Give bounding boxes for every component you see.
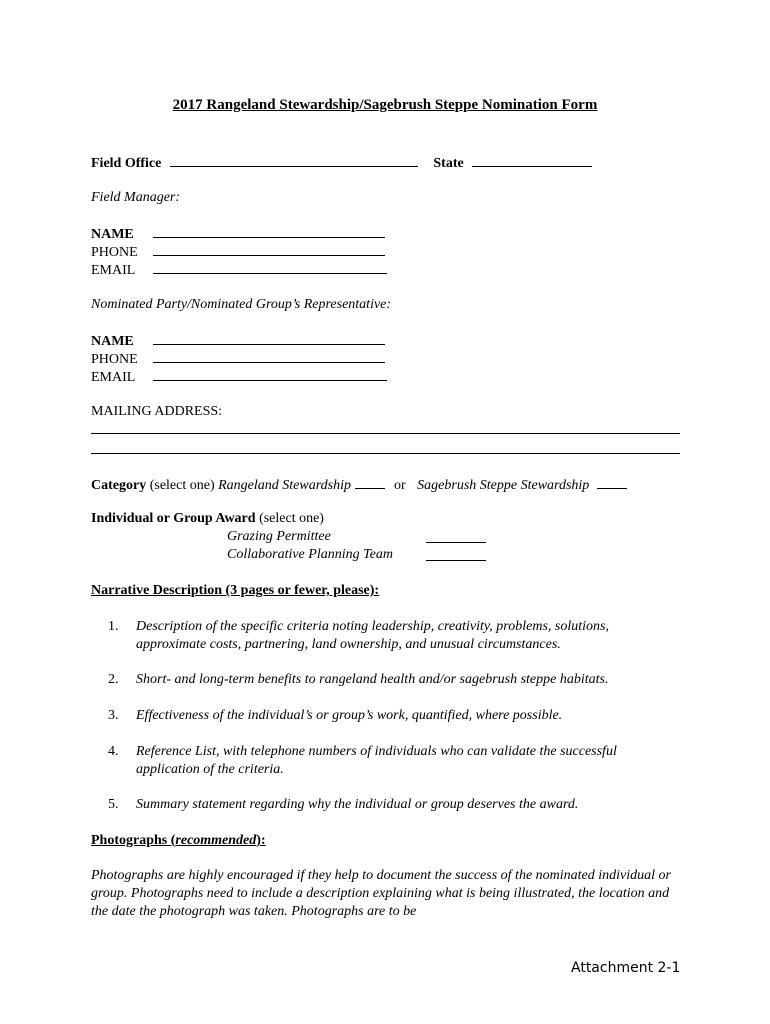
field-office-input[interactable] (170, 153, 418, 167)
photographs-heading-prefix: Photographs ( (91, 833, 176, 848)
nom-phone-input[interactable] (153, 349, 385, 363)
field-office-label: Field Office (91, 156, 162, 171)
state-input[interactable] (472, 153, 592, 167)
award-grazing-input[interactable] (426, 529, 486, 543)
category-rangeland-input[interactable] (355, 475, 385, 489)
narrative-item-number: 3. (108, 708, 119, 723)
narrative-item-number: 1. (108, 619, 119, 634)
narrative-item (108, 743, 668, 779)
fm-phone-input[interactable] (153, 242, 385, 256)
fm-phone-label: PHONE (91, 245, 138, 260)
narrative-item (108, 671, 668, 689)
fm-name-row (91, 224, 385, 244)
narrative-item-number: 2. (108, 672, 119, 687)
nom-email-row (91, 367, 387, 387)
photographs-paragraph: Photographs are highly encouraged if they help to document the success of the nominated individual or group. Photographs need to include a description explaining what is being illustrated, the location and the date the photograph was taken. Photographs are to be (91, 868, 671, 919)
photographs-heading-suffix: ): (256, 833, 266, 848)
field-manager-heading: Field Manager: (91, 190, 181, 205)
fm-name-input[interactable] (153, 224, 385, 238)
nom-name-input[interactable] (153, 331, 385, 345)
narrative-item (108, 796, 668, 814)
attachment-footer: Attachment 2-1 (571, 960, 681, 976)
narrative-item (108, 618, 668, 654)
category-option-sagebrush: Sagebrush Steppe Stewardship (417, 478, 590, 493)
nominee-heading: Nominated Party/Nominated Group’s Representative: (91, 297, 392, 312)
field-office-row (91, 153, 592, 173)
fm-email-row (91, 260, 387, 280)
fm-email-input[interactable] (153, 260, 387, 274)
mailing-address-label: MAILING ADDRESS: (91, 404, 223, 419)
nom-name-row (91, 331, 385, 351)
narrative-item-text: Description of the specific criteria noting leadership, creativity, problems, solutions, approximate costs, partnering, land ownership, and unusual circumstances. (136, 619, 609, 652)
nom-name-label: NAME (91, 334, 134, 349)
category-label: Category (91, 478, 147, 493)
award-hint: (select one) (259, 511, 324, 526)
nom-email-input[interactable] (153, 367, 387, 381)
narrative-heading: Narrative Description (3 pages or fewer, please): (91, 583, 380, 598)
photographs-heading (91, 832, 266, 850)
category-or: or (394, 478, 406, 493)
category-hint: (select one) (149, 478, 215, 493)
narrative-item-text: Reference List, with telephone numbers of individuals who can validate the successful application of the criteria. (136, 744, 617, 777)
narrative-item-text: Effectiveness of the individual’s or group’s work, quantified, where possible. (136, 708, 563, 723)
state-label: State (433, 156, 464, 171)
fm-email-label: EMAIL (91, 263, 136, 278)
fm-phone-row (91, 242, 385, 262)
narrative-item (108, 707, 668, 725)
fm-name-label: NAME (91, 227, 134, 242)
award-option-grazing: Grazing Permittee (227, 529, 331, 544)
award-row (91, 510, 324, 528)
form-title: 2017 Rangeland Stewardship/Sagebrush Steppe Nomination Form (172, 97, 598, 113)
narrative-item-number: 4. (108, 744, 119, 759)
nom-phone-row (91, 349, 385, 369)
category-row (91, 475, 627, 495)
narrative-item-text: Short- and long-term benefits to rangeland health and/or sagebrush steppe habitats. (136, 672, 609, 687)
mailing-address-line-1[interactable] (91, 433, 680, 434)
award-label: Individual or Group Award (91, 511, 256, 526)
nom-phone-label: PHONE (91, 352, 138, 367)
photographs-heading-emphasis: recommended (175, 833, 257, 848)
award-option-collaborative: Collaborative Planning Team (227, 547, 393, 562)
category-sagebrush-input[interactable] (597, 475, 627, 489)
narrative-item-text: Summary statement regarding why the individual or group deserves the award. (136, 797, 579, 812)
award-collaborative-input[interactable] (426, 547, 486, 561)
mailing-address-line-2[interactable] (91, 453, 680, 454)
narrative-item-number: 5. (108, 797, 119, 812)
category-option-rangeland: Rangeland Stewardship (218, 478, 351, 493)
nom-email-label: EMAIL (91, 370, 136, 385)
